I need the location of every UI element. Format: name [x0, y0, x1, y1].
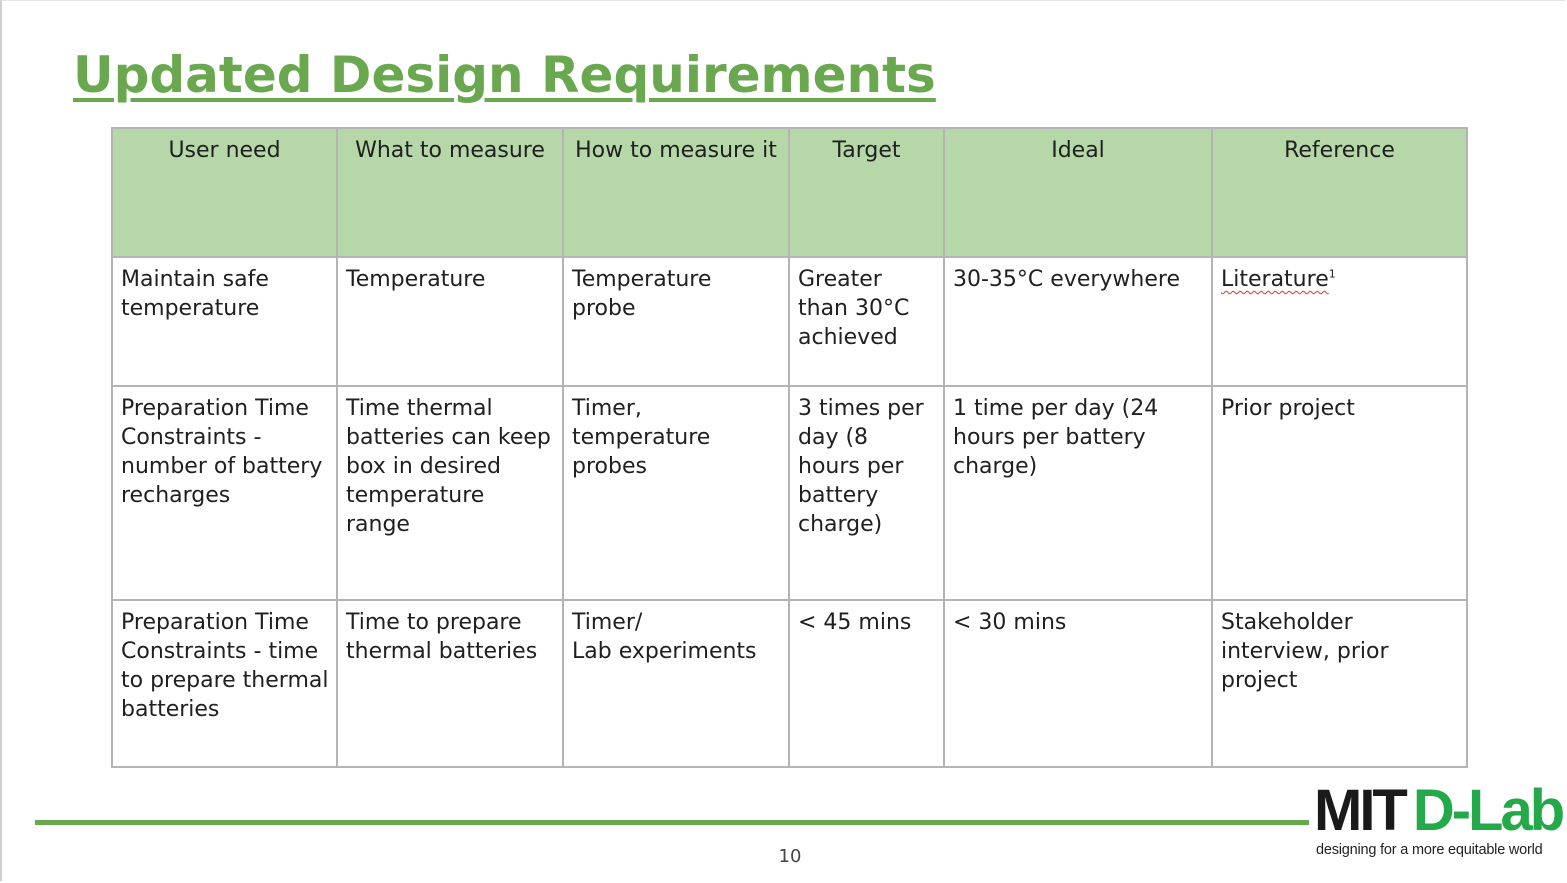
mit-dlab-logo [1314, 780, 1567, 860]
cell-what-to-measure: Time thermal batteries can keep box in desired temperature range [337, 386, 563, 600]
cell-ideal: 1 time per day (24 hours per battery charge) [944, 386, 1212, 600]
reference-literature-link: Literature [1221, 267, 1329, 292]
cell-target: Greater than 30°C achieved [789, 257, 944, 386]
header-ideal: Ideal [944, 128, 1212, 257]
logo-wordmark [1314, 780, 1562, 842]
cell-reference: Prior project [1212, 386, 1467, 600]
cell-ideal: < 30 mins [944, 600, 1212, 767]
cell-target: 3 times per day (8 hours per battery charge) [789, 386, 944, 600]
logo-mit-text: MIT [1314, 778, 1405, 843]
header-reference: Reference [1212, 128, 1467, 257]
table-row [112, 257, 1467, 386]
header-how-to-measure: How to measure it [563, 128, 789, 257]
cell-ideal: 30-35°C everywhere [944, 257, 1212, 386]
cell-user-need: Preparation Time Constraints - number of battery recharges [112, 386, 337, 600]
header-what-to-measure: What to measure [337, 128, 563, 257]
cell-what-to-measure: Time to prepare thermal batteries [337, 600, 563, 767]
cell-how-to-measure: Temperature probe [563, 257, 789, 386]
logo-tagline: designing for a more equitable world [1316, 842, 1543, 858]
requirements-table [111, 127, 1468, 768]
table-row [112, 386, 1467, 600]
header-target: Target [789, 128, 944, 257]
cell-what-to-measure: Temperature [337, 257, 563, 386]
table-row [112, 600, 1467, 767]
footnote-marker: 1 [1328, 267, 1336, 281]
cell-reference: Stakeholder interview, prior project [1212, 600, 1467, 767]
slide-title: Updated Design Requirements [73, 46, 936, 104]
cell-user-need: Preparation Time Constraints - time to prepare thermal batteries [112, 600, 337, 767]
how-line-1: Timer/ [572, 610, 643, 635]
header-user-need: User need [112, 128, 337, 257]
cell-target: < 45 mins [789, 600, 944, 767]
how-line-2: Lab experiments [572, 639, 757, 664]
footer-divider [35, 820, 1309, 825]
page-number: 10 [778, 846, 802, 867]
cell-user-need: Maintain safe temperature [112, 257, 337, 386]
cell-how-to-measure: Timer, temperature probes [563, 386, 789, 600]
cell-reference [1212, 257, 1467, 386]
logo-dlab-text: D-Lab [1412, 778, 1563, 843]
cell-how-to-measure [563, 600, 789, 767]
table-header-row [112, 128, 1467, 257]
